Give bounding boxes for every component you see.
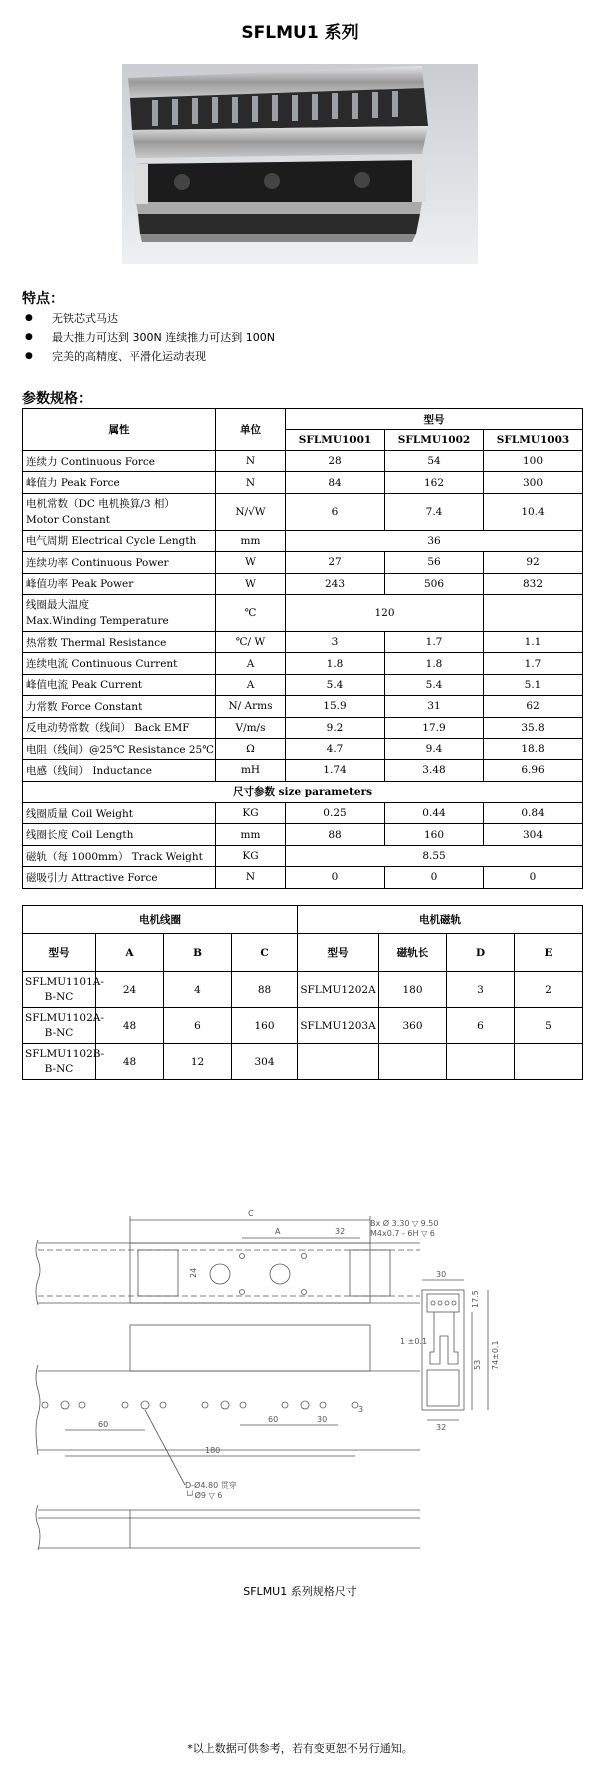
row-name: 峰值功率 Peak Power [23, 573, 216, 594]
features-list [22, 309, 582, 366]
row-unit: N/ Arms [216, 696, 286, 717]
coil-header: C [232, 934, 298, 972]
row-value: 7.4 [385, 493, 484, 530]
row-value: 35.8 [484, 717, 583, 738]
coil-value: 304 [232, 1044, 298, 1080]
footnote: *以上数据可供参考，若有变更恕不另行通知。 [187, 1742, 413, 1755]
drawing-label-a: A [275, 1227, 281, 1236]
row-value: 1.7 [484, 653, 583, 674]
row-name: 磁轨（每 1000mm） Track Weight [23, 845, 216, 866]
feature-item: ● 最大推力可达到 300N 连续推力可达到 100N [22, 328, 582, 347]
row-name: 电阻（线间）@25℃ Resistance 25℃ [23, 738, 216, 759]
row-value: 92 [484, 552, 583, 573]
drawing-label-60b: 60 [268, 1415, 279, 1424]
row-value: 1.8 [385, 653, 484, 674]
row-value: 5.4 [286, 674, 385, 695]
drawing-label-60a: 60 [98, 1420, 109, 1429]
drawing-label-c: C [248, 1209, 254, 1218]
drawing-label-hole4: └┘Ø9 ▽ 6 [185, 1491, 223, 1500]
row-value: 1.74 [286, 760, 385, 781]
row-name: 连续力 Continuous Force [23, 451, 216, 472]
drawing-label-3: 3 [358, 1405, 364, 1414]
row-value: 162 [385, 472, 484, 493]
header-model-name: SFLMU1002 [385, 430, 484, 451]
row-unit: KG [216, 803, 286, 824]
row-value: 5.4 [385, 674, 484, 695]
row-name: 线圈长度 Coil Length [23, 824, 216, 845]
row-name: 线圈质量 Coil Weight [23, 803, 216, 824]
row-unit: N [216, 451, 286, 472]
table-row [23, 867, 583, 888]
row-unit: V/m/s [216, 717, 286, 738]
drawing-label-hole3: D-Ø4.80 贯穿 [185, 1481, 237, 1490]
params-heading: 参数规格： [22, 391, 92, 407]
row-name: 连续功率 Continuous Power [23, 552, 216, 573]
track-value: 2 [515, 972, 583, 1008]
table-row [23, 824, 583, 845]
header-model-name: SFLMU1001 [286, 430, 385, 451]
table-row [23, 594, 583, 631]
feature-item: ● 无铁芯式马达 [22, 309, 582, 328]
drawing-label-32: 32 [335, 1227, 346, 1236]
track-header: 磁轨长 [379, 934, 447, 972]
track-header: E [515, 934, 583, 972]
coil-model: SFLMU1102B-B-NC [23, 1044, 96, 1080]
track-value: 5 [515, 1008, 583, 1044]
row-value: 28 [286, 451, 385, 472]
track-model: SFLMU1203A [298, 1008, 379, 1044]
row-value: 27 [286, 552, 385, 573]
table-row [23, 631, 583, 652]
row-unit: mm [216, 530, 286, 551]
row-value: 0 [286, 867, 385, 888]
row-name: 电感（线间） Inductance [23, 760, 216, 781]
coil-value: 12 [164, 1044, 232, 1080]
table-row [23, 573, 583, 594]
row-value: 4.7 [286, 738, 385, 759]
row-value: 10.4 [484, 493, 583, 530]
row-name: 峰值电流 Peak Current [23, 674, 216, 695]
row-value: 88 [286, 824, 385, 845]
table-row [23, 717, 583, 738]
product-photo [122, 64, 478, 264]
coil-title: 电机线圈 [23, 906, 298, 934]
row-value: 15.9 [286, 696, 385, 717]
drawing-label-32b: 32 [436, 1423, 447, 1432]
row-name-cn: 线圈最大温度 [26, 598, 89, 611]
table-row [23, 552, 583, 573]
table-row [23, 738, 583, 759]
row-value: 3 [286, 631, 385, 652]
table-row [23, 760, 583, 781]
drawing-label-1: 1 ±0.1 [400, 1337, 428, 1346]
drawing-label-30b: 30 [317, 1415, 328, 1424]
row-value: 56 [385, 552, 484, 573]
row-value: 832 [484, 573, 583, 594]
coil-value: 48 [96, 1044, 164, 1080]
row-value: 9.2 [286, 717, 385, 738]
feature-item: ● 完美的高精度、平滑化运动表现 [22, 347, 582, 366]
coil-model: SFLMU1102A-B-NC [23, 1008, 96, 1044]
header-unit: 单位 [216, 409, 286, 451]
track-value [515, 1044, 583, 1080]
table-row [23, 653, 583, 674]
track-title: 电机磁轨 [298, 906, 583, 934]
track-model: SFLMU1202A [298, 972, 379, 1008]
row-name: 反电动势常数（线间） Back EMF [23, 717, 216, 738]
row-unit: KG [216, 845, 286, 866]
table-row [23, 674, 583, 695]
row-value: 31 [385, 696, 484, 717]
track-value: 360 [379, 1008, 447, 1044]
track-header: 型号 [298, 934, 379, 972]
coil-value: 6 [164, 1008, 232, 1044]
table-row [23, 1044, 583, 1080]
row-unit: N/√W [216, 493, 286, 530]
dimension-table [22, 905, 583, 1080]
row-value: 0 [385, 867, 484, 888]
row-name: 磁吸引力 Attractive Force [23, 867, 216, 888]
row-value: 120 [286, 594, 484, 631]
coil-header: A [96, 934, 164, 972]
coil-value: 4 [164, 972, 232, 1008]
track-value: 6 [447, 1008, 515, 1044]
row-unit: A [216, 674, 286, 695]
row-unit: N [216, 472, 286, 493]
drawing-label-74: 74±0.1 [491, 1340, 500, 1370]
header-attr: 属性 [23, 409, 216, 451]
row-value: 160 [385, 824, 484, 845]
table-row [23, 530, 583, 551]
header-model-name: SFLMU1003 [484, 430, 583, 451]
row-name: 峰值力 Peak Force [23, 472, 216, 493]
row-value: 0.44 [385, 803, 484, 824]
coil-model: SFLMU1101A-B-NC [23, 972, 96, 1008]
coil-value: 88 [232, 972, 298, 1008]
drawing-label-180: 180 [205, 1446, 221, 1455]
dimension-drawing [20, 1180, 580, 1560]
row-name: 连续电流 Continuous Current [23, 653, 216, 674]
row-unit: mH [216, 760, 286, 781]
table-row [23, 696, 583, 717]
track-value [379, 1044, 447, 1080]
track-value [447, 1044, 515, 1080]
row-value: 1.8 [286, 653, 385, 674]
row-value: 54 [385, 451, 484, 472]
row-name: 热常数 Thermal Resistance [23, 631, 216, 652]
row-value: 6.96 [484, 760, 583, 781]
row-value-empty [484, 594, 583, 631]
table-row [23, 803, 583, 824]
row-value: 6 [286, 493, 385, 530]
drawing-label-17-5: 17.5 [471, 1290, 480, 1308]
row-value: 62 [484, 696, 583, 717]
row-value: 8.55 [286, 845, 583, 866]
row-value: 300 [484, 472, 583, 493]
header-model: 型号 [286, 409, 583, 430]
table-row [23, 493, 583, 530]
row-unit: ℃ [216, 594, 286, 631]
row-name-cn: 电机常数（DC 电机换算/3 相） [26, 497, 175, 510]
row-value: 100 [484, 451, 583, 472]
track-value: 180 [379, 972, 447, 1008]
row-value: 3.48 [385, 760, 484, 781]
row-value: 36 [286, 530, 583, 551]
track-value: 3 [447, 972, 515, 1008]
row-unit: W [216, 552, 286, 573]
page-title: SFLMU1 系列 [241, 23, 359, 43]
track-model [298, 1044, 379, 1080]
row-value: 1.7 [385, 631, 484, 652]
row-unit: mm [216, 824, 286, 845]
table-row [23, 1008, 583, 1044]
row-value: 17.9 [385, 717, 484, 738]
drawing-label-24: 24 [189, 1267, 198, 1278]
coil-header: 型号 [23, 934, 96, 972]
row-value: 0.25 [286, 803, 385, 824]
row-value: 0.84 [484, 803, 583, 824]
row-value: 1.1 [484, 631, 583, 652]
row-name: 力常数 Force Constant [23, 696, 216, 717]
row-name [23, 493, 216, 530]
row-value: 0 [484, 867, 583, 888]
drawing-label-30: 30 [436, 1270, 447, 1279]
row-value: 243 [286, 573, 385, 594]
row-value: 9.4 [385, 738, 484, 759]
drawing-label-53: 53 [473, 1359, 482, 1370]
row-unit: W [216, 573, 286, 594]
coil-value: 48 [96, 1008, 164, 1044]
coil-header: B [164, 934, 232, 972]
row-value: 304 [484, 824, 583, 845]
row-name [23, 594, 216, 631]
track-header: D [447, 934, 515, 972]
table-row [23, 845, 583, 866]
coil-value: 160 [232, 1008, 298, 1044]
row-name-en: Max.Winding Temperature [26, 614, 169, 627]
size-header: 尺寸参数 size parameters [23, 781, 583, 802]
table-row [23, 451, 583, 472]
row-value: 84 [286, 472, 385, 493]
size-header-row [23, 781, 583, 802]
row-value: 506 [385, 573, 484, 594]
row-name: 电气周期 Electrical Cycle Length [23, 530, 216, 551]
row-unit: N [216, 867, 286, 888]
drawing-caption: SFLMU1 系列规格尺寸 [243, 1585, 357, 1598]
row-value: 18.8 [484, 738, 583, 759]
spec-table [22, 408, 583, 889]
drawing-label-hole2: M4x0.7 - 6H ▽ 6 [370, 1229, 435, 1238]
row-unit: Ω [216, 738, 286, 759]
features-heading: 特点： [22, 291, 64, 307]
row-value: 5.1 [484, 674, 583, 695]
row-name-en: Motor Constant [26, 513, 110, 526]
table-row [23, 472, 583, 493]
drawing-label-hole1: Bx Ø 3.30 ▽ 9.50 [370, 1219, 439, 1228]
row-unit: A [216, 653, 286, 674]
coil-value: 24 [96, 972, 164, 1008]
row-unit: ℃/ W [216, 631, 286, 652]
table-row [23, 972, 583, 1008]
